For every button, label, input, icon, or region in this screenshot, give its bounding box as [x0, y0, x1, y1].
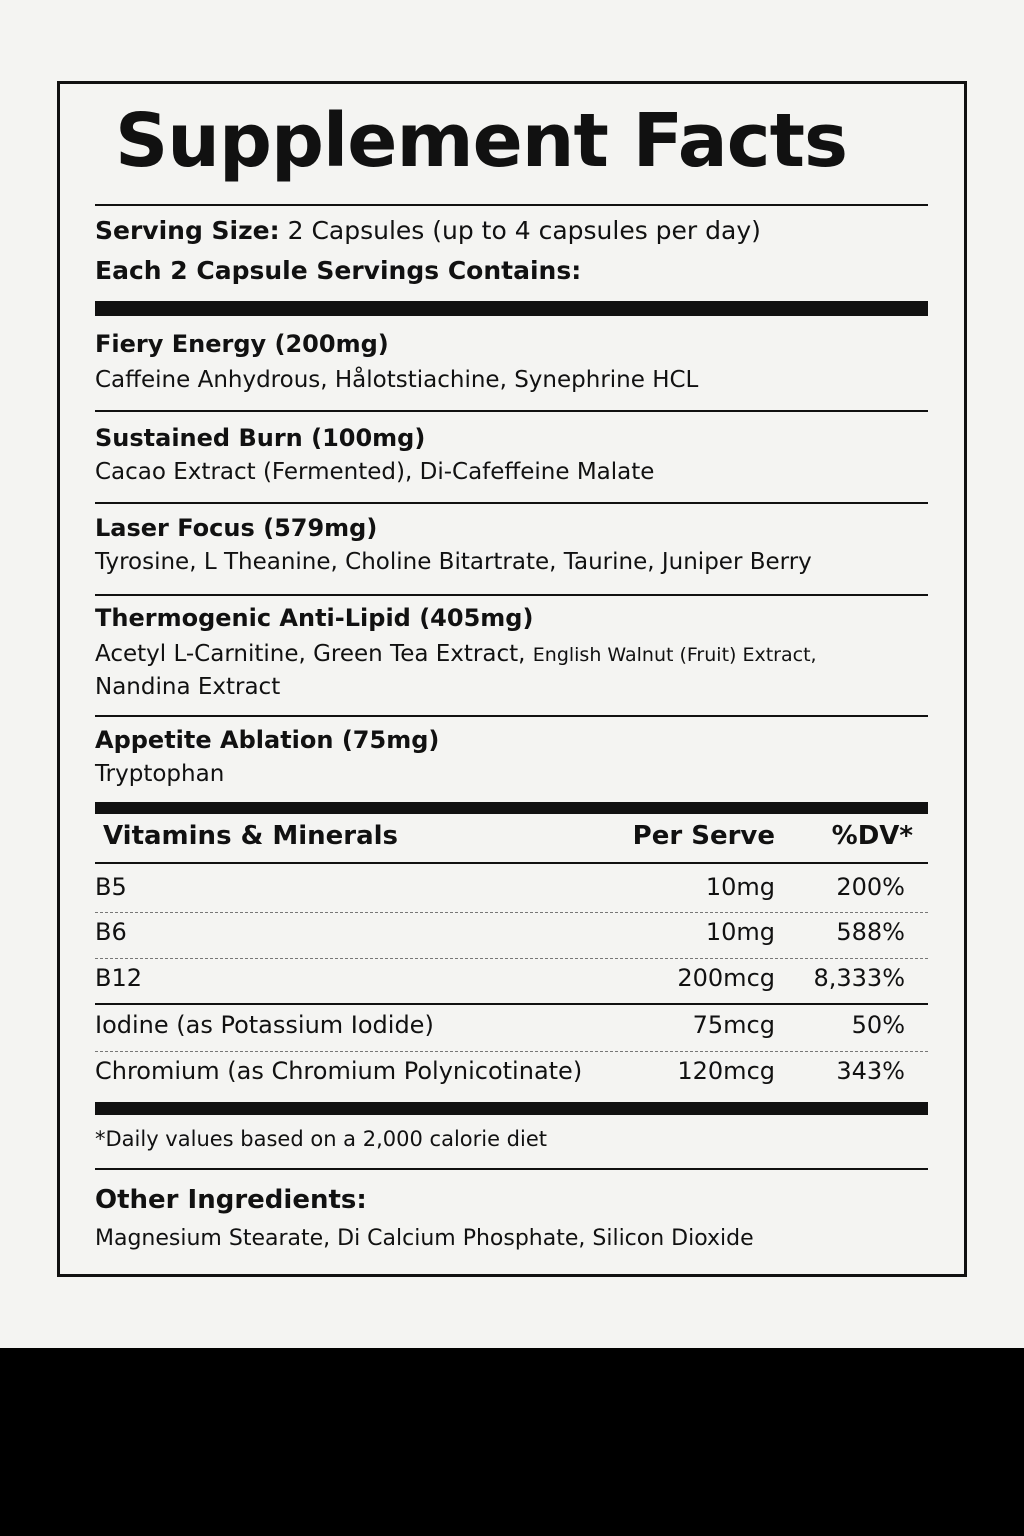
serving-size-label: Serving Size:	[95, 216, 280, 245]
nutrient-name: Iodine (as Potassium Iodide)	[95, 1011, 434, 1039]
daily-value: 50%	[851, 1011, 905, 1039]
divider	[95, 1168, 928, 1170]
ingredient-text: Acetyl L-Carnitine, Green Tea Extract,	[95, 641, 526, 667]
per-serve: 75mcg	[692, 1011, 775, 1039]
ingredient-text-small: English Walnut (Fruit) Extract,	[532, 644, 817, 666]
divider	[95, 1003, 928, 1005]
nutrient-name: B12	[95, 964, 143, 992]
divider	[95, 204, 928, 206]
other-ingredients: Magnesium Stearate, Di Calcium Phosphate, Silicon Dioxide	[95, 1226, 754, 1251]
blend-ingredients: Tyrosine, L Theanine, Choline Bitartrate, Taurine, Juniper Berry	[95, 549, 812, 575]
daily-value: 200%	[836, 873, 905, 901]
divider	[95, 715, 928, 717]
blend-ingredients: Tryptophan	[95, 761, 225, 787]
blend-name: Fiery Energy (200mg)	[95, 330, 389, 358]
blend-name: Appetite Ablation (75mg)	[95, 726, 440, 754]
per-serve: 10mg	[705, 873, 775, 901]
other-ingredients-label: Other Ingredients:	[95, 1185, 367, 1215]
thick-divider	[95, 301, 928, 316]
per-serve: 200mcg	[677, 964, 775, 992]
serving-size	[95, 216, 761, 245]
nutrient-name: Chromium (as Chromium Polynicotinate)	[95, 1057, 583, 1085]
nutrient-name: B5	[95, 873, 127, 901]
thick-divider	[95, 1102, 928, 1115]
blend-ingredients: Cacao Extract (Fermented), Di-Cafeffeine Malate	[95, 459, 655, 485]
header-dv: %DV*	[831, 821, 913, 851]
divider	[95, 594, 928, 596]
per-serve: 120mcg	[677, 1057, 775, 1085]
divider	[95, 410, 928, 412]
blend-ingredients: Caffeine Anhydrous, Hålotstiachine, Synephrine HCL	[95, 367, 699, 393]
servings-contains: Each 2 Capsule Servings Contains:	[95, 256, 582, 285]
blend-ingredients-cont: Nandina Extract	[95, 674, 281, 700]
divider	[95, 862, 928, 864]
divider	[95, 502, 928, 504]
dashed-divider	[95, 1051, 928, 1052]
header-name: Vitamins & Minerals	[103, 821, 399, 851]
blend-ingredients	[95, 641, 817, 667]
per-serve: 10mg	[705, 918, 775, 946]
footnote: *Daily values based on a 2,000 calorie diet	[95, 1127, 548, 1151]
dashed-divider	[95, 958, 928, 959]
daily-value: 588%	[836, 918, 905, 946]
bottom-band	[0, 1348, 1024, 1536]
blend-name: Thermogenic Anti-Lipid (405mg)	[95, 604, 534, 632]
panel-title: Supplement Facts	[115, 98, 848, 184]
thick-divider	[95, 802, 928, 814]
serving-size-value: 2 Capsules (up to 4 capsules per day)	[287, 216, 761, 245]
header-per-serve: Per Serve	[632, 821, 775, 851]
blend-name: Laser Focus (579mg)	[95, 514, 378, 542]
dashed-divider	[95, 912, 928, 913]
blend-name: Sustained Burn (100mg)	[95, 424, 426, 452]
daily-value: 8,333%	[813, 964, 905, 992]
nutrient-name: B6	[95, 918, 127, 946]
daily-value: 343%	[836, 1057, 905, 1085]
